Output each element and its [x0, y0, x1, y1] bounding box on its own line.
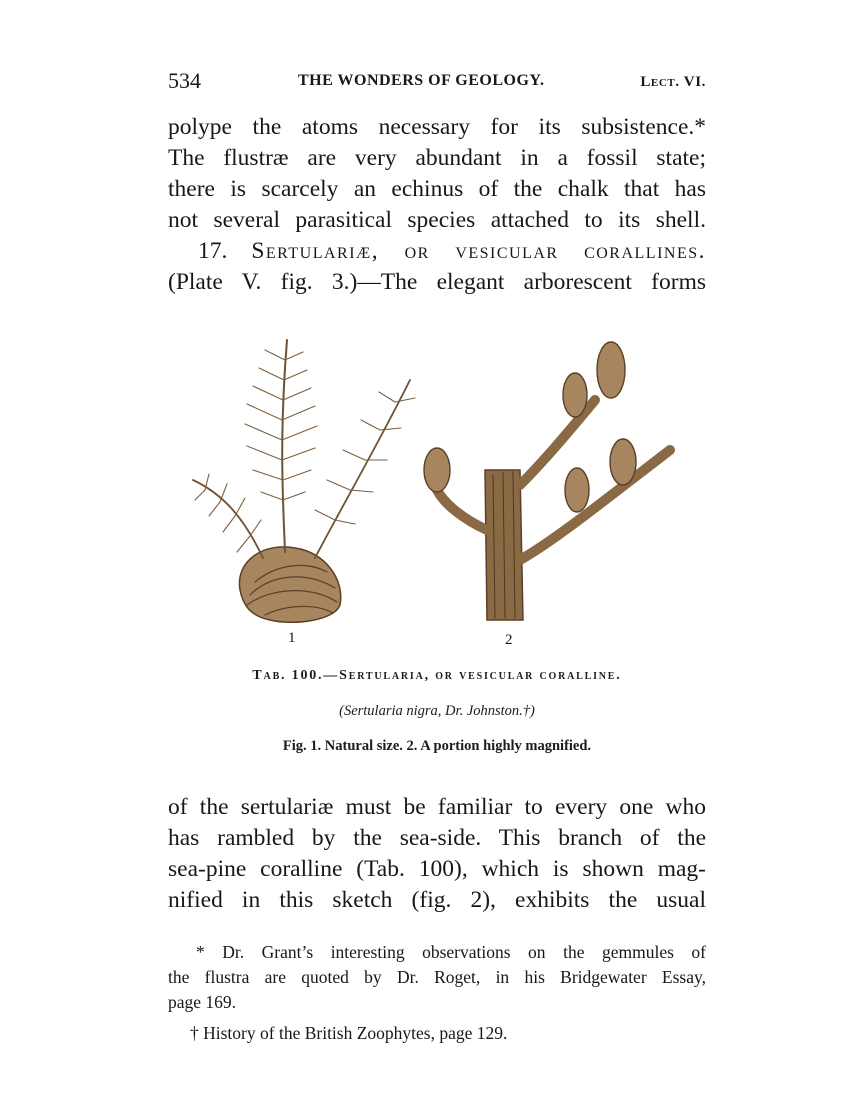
text-line: has rambled by the sea-side. This branch of the — [168, 825, 706, 851]
figure-caption-note: Fig. 1. Natural size. 2. A portion highly magnified. — [282, 738, 592, 754]
text-line: there is scarcely an echinus of the chalk that has — [168, 176, 706, 202]
text-line: polype the atoms necessary for its subsistence.* — [168, 114, 706, 140]
text-line: sea-pine coralline (Tab. 100), which is shown mag- — [168, 856, 706, 882]
body-paragraph-top — [168, 112, 706, 298]
fig-2-magnified-branch — [424, 342, 670, 620]
footnote-line: * Dr. Grant’s interesting observations on the gemmules of — [196, 942, 706, 962]
caption-tab-number: Tab. 100.— — [252, 668, 340, 683]
text-line: The flustræ are very abundant in a fossil state; — [168, 145, 706, 171]
section-heading — [168, 236, 706, 267]
footnotes — [168, 940, 706, 1046]
text-line: of the sertulariæ must be familiar to every one who — [168, 794, 706, 820]
caption-title-text: Sertularia, or vesicular coralline. — [339, 668, 622, 683]
figure-label-2: 2 — [505, 632, 513, 648]
text-line: (Plate V. fig. 3.)—The elegant arborescent forms — [168, 269, 706, 295]
figure-caption-title — [168, 668, 706, 684]
footnote-line: page 169. — [168, 992, 237, 1012]
text-line: not several parasitical species attached to its shell. — [168, 207, 706, 233]
lecture-label: Lect. VI. — [640, 74, 706, 90]
body-paragraph-bottom — [168, 792, 706, 916]
footnote-line: the flustra are quoted by Dr. Roget, in his Bridgewater Essay, — [168, 967, 706, 987]
section-title: Sertulariæ, or vesicular corallines. — [251, 238, 706, 264]
figure-caption-subtitle: (Sertularia nigra, Dr. Johnston.†) — [339, 703, 535, 719]
page-number: 534 — [168, 68, 201, 93]
running-title: THE WONDERS OF GEOLOGY. — [298, 72, 545, 89]
sertularia-illustration — [175, 320, 695, 660]
running-head — [168, 68, 706, 98]
footnote-second: † History of the British Zoophytes, page 129. — [190, 1023, 508, 1043]
fig-1-pinnae — [195, 350, 415, 552]
text-line: nified in this sketch (fig. 2), exhibits the usual — [168, 887, 706, 913]
fig-1-natural-size — [193, 340, 410, 622]
section-number: 17. — [198, 238, 228, 264]
figure-label-1: 1 — [288, 630, 296, 646]
engraving-figure — [175, 320, 695, 660]
